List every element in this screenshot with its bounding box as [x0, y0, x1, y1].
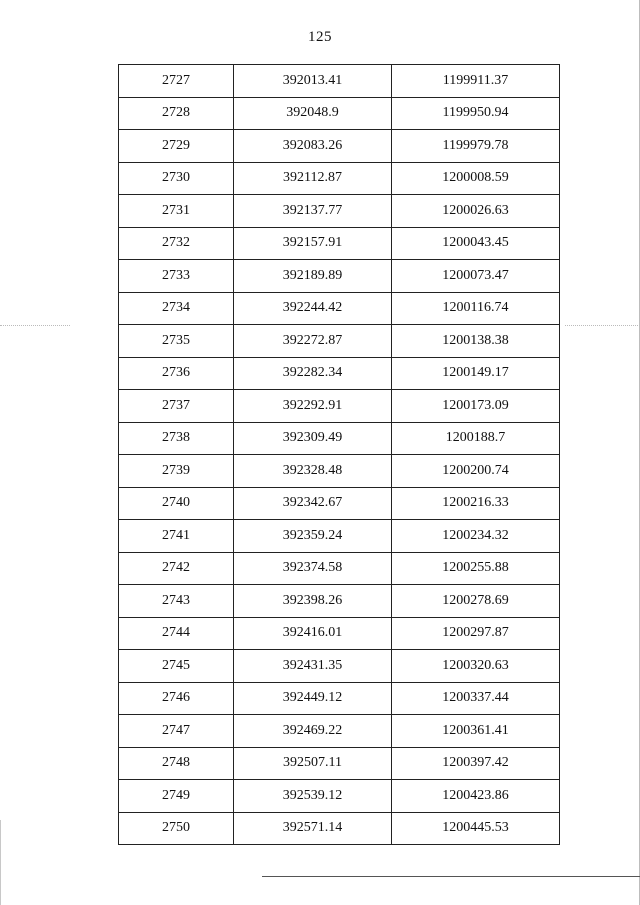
- x-coordinate-cell: 392112.87: [234, 162, 392, 195]
- x-coordinate-cell: 392048.9: [234, 97, 392, 130]
- y-coordinate-cell: 1200188.7: [392, 422, 560, 455]
- x-coordinate-cell: 392272.87: [234, 325, 392, 358]
- margin-mark-left: [0, 325, 70, 327]
- table-row: [119, 455, 560, 488]
- table-row: [119, 292, 560, 325]
- table-row: [119, 260, 560, 293]
- point-id-cell: 2743: [119, 585, 234, 618]
- point-id-cell: 2737: [119, 390, 234, 423]
- y-coordinate-cell: 1200255.88: [392, 552, 560, 585]
- y-coordinate-cell: 1200234.32: [392, 520, 560, 553]
- point-id-cell: 2749: [119, 780, 234, 813]
- point-id-cell: 2731: [119, 195, 234, 228]
- table-row: [119, 162, 560, 195]
- point-id-cell: 2750: [119, 812, 234, 845]
- table-row: [119, 227, 560, 260]
- table-row: [119, 715, 560, 748]
- y-coordinate-cell: 1200073.47: [392, 260, 560, 293]
- point-id-cell: 2748: [119, 747, 234, 780]
- point-id-cell: 2733: [119, 260, 234, 293]
- table-row: [119, 520, 560, 553]
- point-id-cell: 2736: [119, 357, 234, 390]
- table-row: [119, 390, 560, 423]
- point-id-cell: 2730: [119, 162, 234, 195]
- point-id-cell: 2739: [119, 455, 234, 488]
- coordinate-table: [118, 64, 560, 845]
- x-coordinate-cell: 392013.41: [234, 65, 392, 98]
- table-row: [119, 780, 560, 813]
- x-coordinate-cell: 392309.49: [234, 422, 392, 455]
- point-id-cell: 2732: [119, 227, 234, 260]
- table-row: [119, 357, 560, 390]
- x-coordinate-cell: 392282.34: [234, 357, 392, 390]
- y-coordinate-cell: 1200445.53: [392, 812, 560, 845]
- table-row: [119, 617, 560, 650]
- point-id-cell: 2746: [119, 682, 234, 715]
- y-coordinate-cell: 1200297.87: [392, 617, 560, 650]
- y-coordinate-cell: 1200043.45: [392, 227, 560, 260]
- table-row: [119, 682, 560, 715]
- point-id-cell: 2729: [119, 130, 234, 163]
- point-id-cell: 2740: [119, 487, 234, 520]
- x-coordinate-cell: 392416.01: [234, 617, 392, 650]
- point-id-cell: 2747: [119, 715, 234, 748]
- table-row: [119, 65, 560, 98]
- point-id-cell: 2742: [119, 552, 234, 585]
- x-coordinate-cell: 392328.48: [234, 455, 392, 488]
- table-row: [119, 422, 560, 455]
- page-number: 125: [308, 29, 332, 45]
- table-row: [119, 325, 560, 358]
- x-coordinate-cell: 392398.26: [234, 585, 392, 618]
- y-coordinate-cell: 1200320.63: [392, 650, 560, 683]
- x-coordinate-cell: 392244.42: [234, 292, 392, 325]
- bottom-rule: [262, 876, 640, 877]
- y-coordinate-cell: 1199911.37: [392, 65, 560, 98]
- y-coordinate-cell: 1200116.74: [392, 292, 560, 325]
- x-coordinate-cell: 392083.26: [234, 130, 392, 163]
- margin-mark-right: [565, 325, 640, 327]
- point-id-cell: 2745: [119, 650, 234, 683]
- y-coordinate-cell: 1200149.17: [392, 357, 560, 390]
- table-row: [119, 552, 560, 585]
- x-coordinate-cell: 392449.12: [234, 682, 392, 715]
- x-coordinate-cell: 392507.11: [234, 747, 392, 780]
- x-coordinate-cell: 392374.58: [234, 552, 392, 585]
- x-coordinate-cell: 392469.22: [234, 715, 392, 748]
- table-row: [119, 747, 560, 780]
- x-coordinate-cell: 392157.91: [234, 227, 392, 260]
- table-row: [119, 650, 560, 683]
- point-id-cell: 2738: [119, 422, 234, 455]
- point-id-cell: 2741: [119, 520, 234, 553]
- x-coordinate-cell: 392539.12: [234, 780, 392, 813]
- x-coordinate-cell: 392189.89: [234, 260, 392, 293]
- point-id-cell: 2735: [119, 325, 234, 358]
- y-coordinate-cell: 1200337.44: [392, 682, 560, 715]
- x-coordinate-cell: 392342.67: [234, 487, 392, 520]
- table-row: [119, 195, 560, 228]
- y-coordinate-cell: 1200008.59: [392, 162, 560, 195]
- y-coordinate-cell: 1200026.63: [392, 195, 560, 228]
- table-row: [119, 487, 560, 520]
- y-coordinate-cell: 1200173.09: [392, 390, 560, 423]
- coordinate-table-body: [119, 65, 560, 845]
- table-row: [119, 585, 560, 618]
- x-coordinate-cell: 392571.14: [234, 812, 392, 845]
- y-coordinate-cell: 1200423.86: [392, 780, 560, 813]
- point-id-cell: 2744: [119, 617, 234, 650]
- point-id-cell: 2734: [119, 292, 234, 325]
- y-coordinate-cell: 1200278.69: [392, 585, 560, 618]
- y-coordinate-cell: 1200361.41: [392, 715, 560, 748]
- table-row: [119, 812, 560, 845]
- x-coordinate-cell: 392431.35: [234, 650, 392, 683]
- y-coordinate-cell: 1199950.94: [392, 97, 560, 130]
- y-coordinate-cell: 1199979.78: [392, 130, 560, 163]
- point-id-cell: 2728: [119, 97, 234, 130]
- y-coordinate-cell: 1200397.42: [392, 747, 560, 780]
- x-coordinate-cell: 392359.24: [234, 520, 392, 553]
- scan-edge-left: [0, 820, 1, 905]
- table-row: [119, 97, 560, 130]
- x-coordinate-cell: 392137.77: [234, 195, 392, 228]
- point-id-cell: 2727: [119, 65, 234, 98]
- y-coordinate-cell: 1200216.33: [392, 487, 560, 520]
- y-coordinate-cell: 1200200.74: [392, 455, 560, 488]
- x-coordinate-cell: 392292.91: [234, 390, 392, 423]
- table-row: [119, 130, 560, 163]
- y-coordinate-cell: 1200138.38: [392, 325, 560, 358]
